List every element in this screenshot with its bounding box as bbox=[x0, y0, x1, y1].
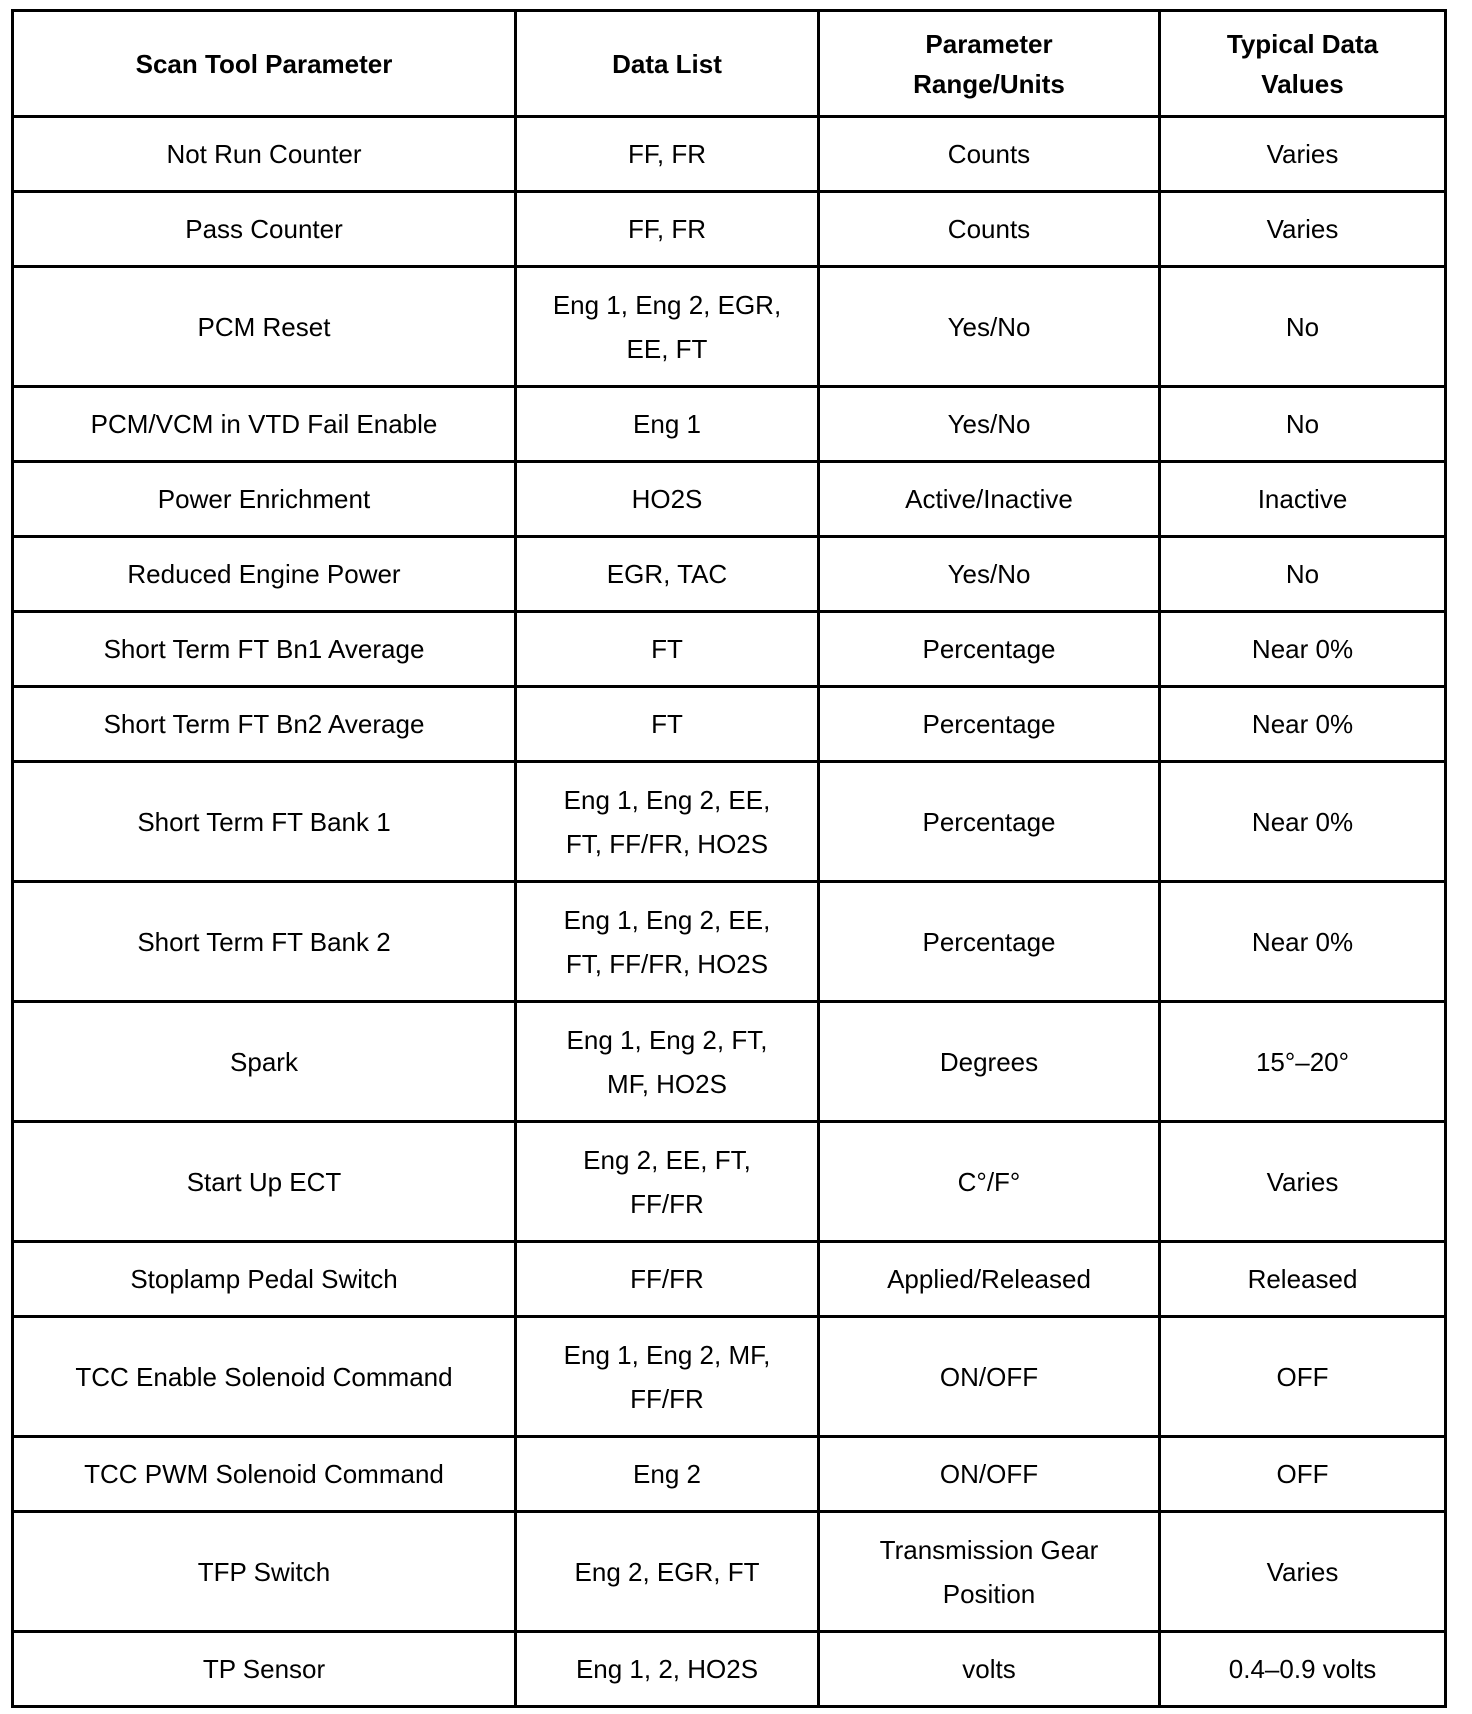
cell-data-list: FF, FR bbox=[516, 192, 819, 267]
cell-typical-value: Varies bbox=[1160, 117, 1446, 192]
cell-data-list: Eng 2, EGR, FT bbox=[516, 1512, 819, 1632]
cell-data-list: EGR, TAC bbox=[516, 537, 819, 612]
cell-typical-value: Near 0% bbox=[1160, 762, 1446, 882]
cell-range-units: Counts bbox=[819, 117, 1160, 192]
table-row bbox=[13, 687, 1446, 762]
cell-data-list: FT bbox=[516, 687, 819, 762]
cell-data-list: FF, FR bbox=[516, 117, 819, 192]
cell-typical-value: 0.4–0.9 volts bbox=[1160, 1632, 1446, 1707]
cell-data-list: Eng 2 bbox=[516, 1437, 819, 1512]
cell-range-units: Percentage bbox=[819, 762, 1160, 882]
cell-range-units: C°/F° bbox=[819, 1122, 1160, 1242]
table-row bbox=[13, 1632, 1446, 1707]
cell-parameter: Reduced Engine Power bbox=[13, 537, 516, 612]
table-row bbox=[13, 1437, 1446, 1512]
table-row bbox=[13, 117, 1446, 192]
cell-range-units: Yes/No bbox=[819, 537, 1160, 612]
cell-range-units: Applied/Released bbox=[819, 1242, 1160, 1317]
table-row bbox=[13, 1242, 1446, 1317]
table-row bbox=[13, 612, 1446, 687]
cell-data-list: HO2S bbox=[516, 462, 819, 537]
cell-parameter: Power Enrichment bbox=[13, 462, 516, 537]
header-parameter-range-units: Parameter Range/Units bbox=[819, 11, 1160, 117]
table-row bbox=[13, 192, 1446, 267]
cell-parameter: Short Term FT Bank 2 bbox=[13, 882, 516, 1002]
cell-range-units: Counts bbox=[819, 192, 1160, 267]
cell-data-list: Eng 1, Eng 2, EE, FT, FF/FR, HO2S bbox=[516, 882, 819, 1002]
cell-typical-value: Near 0% bbox=[1160, 882, 1446, 1002]
table-row bbox=[13, 762, 1446, 882]
cell-typical-value: No bbox=[1160, 387, 1446, 462]
cell-data-list: Eng 1, 2, HO2S bbox=[516, 1632, 819, 1707]
scan-tool-parameter-table bbox=[11, 9, 1447, 1708]
table-row bbox=[13, 1317, 1446, 1437]
cell-data-list: Eng 1, Eng 2, EGR, EE, FT bbox=[516, 267, 819, 387]
cell-range-units: Transmission Gear Position bbox=[819, 1512, 1160, 1632]
cell-data-list: Eng 1, Eng 2, MF, FF/FR bbox=[516, 1317, 819, 1437]
cell-range-units: ON/OFF bbox=[819, 1317, 1160, 1437]
table-row bbox=[13, 387, 1446, 462]
cell-parameter: TCC PWM Solenoid Command bbox=[13, 1437, 516, 1512]
cell-typical-value: Near 0% bbox=[1160, 612, 1446, 687]
cell-range-units: ON/OFF bbox=[819, 1437, 1160, 1512]
cell-data-list: FF/FR bbox=[516, 1242, 819, 1317]
cell-parameter: TP Sensor bbox=[13, 1632, 516, 1707]
table-header-row bbox=[13, 11, 1446, 117]
table-row bbox=[13, 1002, 1446, 1122]
cell-parameter: TCC Enable Solenoid Command bbox=[13, 1317, 516, 1437]
cell-typical-value: OFF bbox=[1160, 1317, 1446, 1437]
table-row bbox=[13, 537, 1446, 612]
cell-parameter: Pass Counter bbox=[13, 192, 516, 267]
cell-data-list: Eng 2, EE, FT, FF/FR bbox=[516, 1122, 819, 1242]
cell-typical-value: Varies bbox=[1160, 192, 1446, 267]
cell-parameter: PCM Reset bbox=[13, 267, 516, 387]
table-row bbox=[13, 1122, 1446, 1242]
header-typical-data-values: Typical Data Values bbox=[1160, 11, 1446, 117]
cell-parameter: PCM/VCM in VTD Fail Enable bbox=[13, 387, 516, 462]
cell-parameter: Short Term FT Bank 1 bbox=[13, 762, 516, 882]
cell-parameter: Short Term FT Bn2 Average bbox=[13, 687, 516, 762]
cell-typical-value: Varies bbox=[1160, 1122, 1446, 1242]
cell-data-list: Eng 1 bbox=[516, 387, 819, 462]
cell-range-units: Percentage bbox=[819, 612, 1160, 687]
cell-range-units: Degrees bbox=[819, 1002, 1160, 1122]
cell-typical-value: Varies bbox=[1160, 1512, 1446, 1632]
cell-typical-value: No bbox=[1160, 267, 1446, 387]
cell-typical-value: Near 0% bbox=[1160, 687, 1446, 762]
cell-typical-value: 15°–20° bbox=[1160, 1002, 1446, 1122]
cell-range-units: Yes/No bbox=[819, 387, 1160, 462]
cell-data-list: Eng 1, Eng 2, FT, MF, HO2S bbox=[516, 1002, 819, 1122]
cell-range-units: volts bbox=[819, 1632, 1160, 1707]
cell-range-units: Yes/No bbox=[819, 267, 1160, 387]
cell-range-units: Percentage bbox=[819, 687, 1160, 762]
cell-range-units: Percentage bbox=[819, 882, 1160, 1002]
cell-typical-value: No bbox=[1160, 537, 1446, 612]
table-row bbox=[13, 1512, 1446, 1632]
cell-parameter: Stoplamp Pedal Switch bbox=[13, 1242, 516, 1317]
cell-parameter: Not Run Counter bbox=[13, 117, 516, 192]
cell-typical-value: OFF bbox=[1160, 1437, 1446, 1512]
header-scan-tool-parameter: Scan Tool Parameter bbox=[13, 11, 516, 117]
cell-data-list: Eng 1, Eng 2, EE, FT, FF/FR, HO2S bbox=[516, 762, 819, 882]
cell-typical-value: Inactive bbox=[1160, 462, 1446, 537]
table-row bbox=[13, 462, 1446, 537]
cell-typical-value: Released bbox=[1160, 1242, 1446, 1317]
cell-parameter: Start Up ECT bbox=[13, 1122, 516, 1242]
header-data-list: Data List bbox=[516, 11, 819, 117]
cell-data-list: FT bbox=[516, 612, 819, 687]
cell-parameter: Short Term FT Bn1 Average bbox=[13, 612, 516, 687]
cell-parameter: TFP Switch bbox=[13, 1512, 516, 1632]
cell-range-units: Active/Inactive bbox=[819, 462, 1160, 537]
cell-parameter: Spark bbox=[13, 1002, 516, 1122]
table-row bbox=[13, 882, 1446, 1002]
table-row bbox=[13, 267, 1446, 387]
